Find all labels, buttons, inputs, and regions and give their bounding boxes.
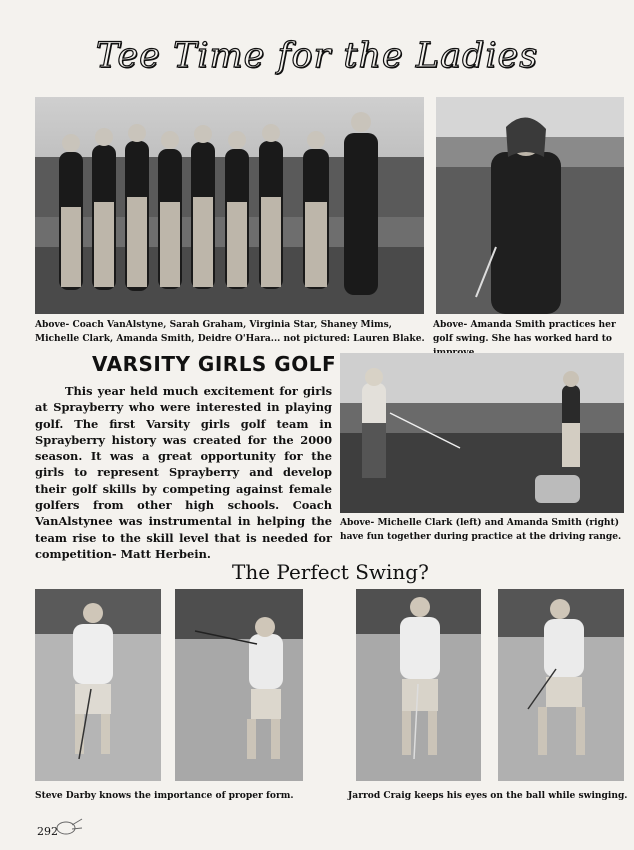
practice-photo	[436, 97, 624, 314]
swing-section-heading: The Perfect Swing?	[232, 560, 429, 584]
practice-photo-caption: Above- Amanda Smith practices her golf swing. She has worked hard to	[433, 319, 616, 344]
team-photo	[35, 97, 424, 314]
swing-photo-3	[356, 589, 481, 781]
team-photo-caption: Above- Coach VanAlstyne, Sarah Graham, Virginia Star, Shaney Mims, Michelle Clark, Amanda Smith, Deidre O'Hara... not pictured: Lauren Blake.	[35, 319, 425, 344]
driving-range-photo	[340, 353, 624, 513]
golf-bag-icon	[56, 816, 84, 836]
page-title: Tee Time for the Ladies	[95, 36, 539, 76]
swing-caption-right: Jarrod Craig keeps his eyes on the ball while swinging.	[348, 790, 628, 801]
swing-photo-1	[35, 589, 161, 781]
swing-caption-left: Steve Darby knows the importance of proper form.	[35, 790, 294, 801]
page-number: 292	[37, 825, 58, 838]
driving-range-photo-caption: Above- Michelle Clark (left) and Amanda Smith (right) have fun together during practice at the driving range.	[340, 517, 622, 542]
swing-photo-4	[498, 589, 624, 781]
swing-photo-2	[175, 589, 303, 781]
article-body: This year held much excitement for girls at Sprayberry who were interested in playing golf. The first Varsity girls golf team in Sprayberry history was created for the 2000 season. It was a great opportunity for the girls to represent Sprayberry and develop their golf skills by competing against female golfers from other high schools. Coach VanAlstynee was instrumental in helping the team rise to the skill level that is needed for competition- Matt Herbein.	[35, 384, 332, 561]
article-heading: VARSITY GIRLS GOLF	[92, 352, 337, 376]
